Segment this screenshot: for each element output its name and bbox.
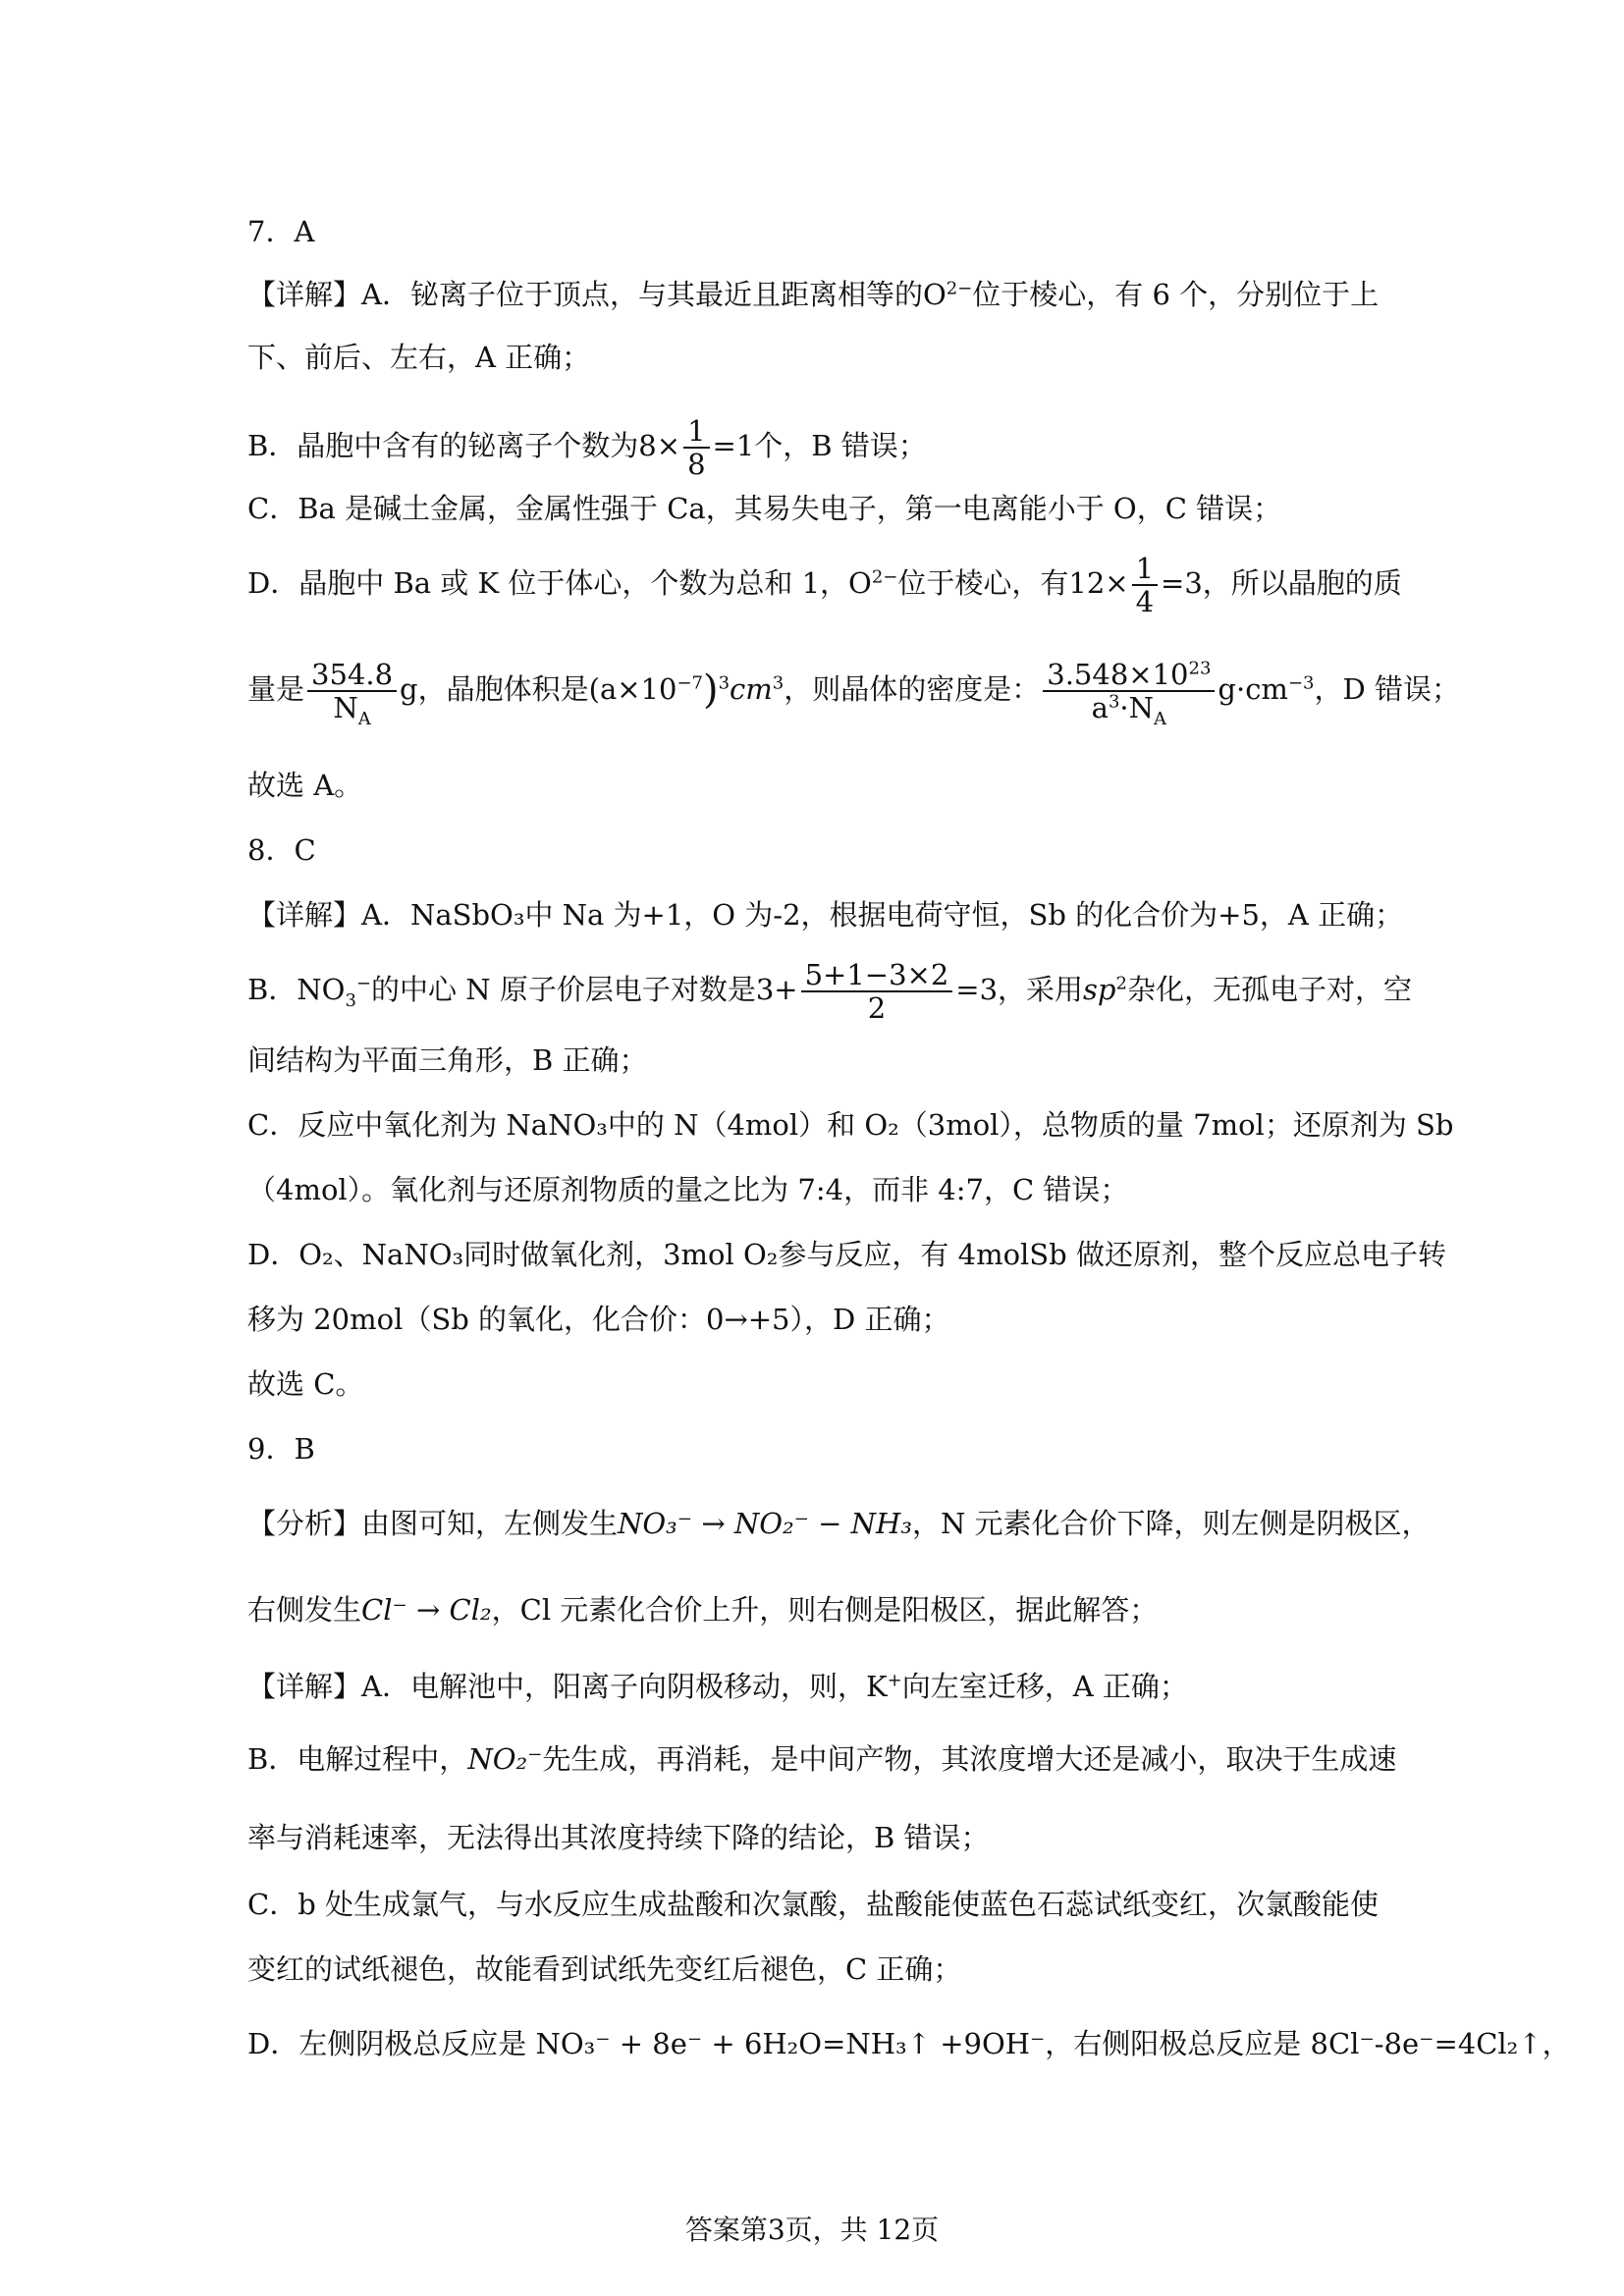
fraction xyxy=(1132,553,1158,617)
text: 位于棱心，有 6 个，分别位于上 xyxy=(972,278,1380,311)
q8-explanation-a: 【详解】A．NaSbO₃中 Na 为+1，O 为-2，根据电荷守恒，Sb 的化合价为+5，A 正确； xyxy=(247,898,1404,932)
fraction-density xyxy=(1043,658,1215,729)
text: 杂化，无孤电子对，空 xyxy=(1126,973,1412,1006)
text: 位于棱心，有12× xyxy=(897,566,1129,600)
superscript: 2− xyxy=(946,278,973,299)
text: N xyxy=(333,691,358,724)
text: sp xyxy=(1083,973,1116,1006)
denominator xyxy=(1043,691,1215,729)
superscript: 2− xyxy=(871,566,898,588)
q8-explanation-c-cont: （4mol）。氧化剂与还原剂物质的量之比为 7:4，而非 4:7，C 错误； xyxy=(247,1173,1129,1206)
text: ，Cl 元素化合价上升，则右侧是阳极区，据此解答； xyxy=(491,1593,1159,1627)
q8-explanation-b xyxy=(247,954,1412,1029)
numerator: 5+1−3×2 xyxy=(801,959,953,992)
fraction xyxy=(801,959,953,1024)
question-9-answer: 9．B xyxy=(247,1432,315,1466)
text: ) xyxy=(702,667,719,713)
text: 先生成，再消耗，是中间产物，其浓度增大还是减小，取决于生成速 xyxy=(542,1742,1397,1776)
q7-conclusion: 故选 A。 xyxy=(247,769,363,802)
superscript: 3 xyxy=(1108,691,1120,713)
q7-explanation-b xyxy=(247,410,1386,485)
text: cm xyxy=(730,672,773,706)
text: g·cm xyxy=(1218,672,1288,706)
q7-explanation-a-cont: 下、前后、左右，A 正确； xyxy=(247,341,591,374)
subscript: A xyxy=(1154,708,1166,729)
q9-analysis-a xyxy=(247,1504,1431,1543)
superscript: 3 xyxy=(772,672,785,694)
chemical-formula: NO₂⁻ xyxy=(467,1742,543,1776)
q9-explanation-b xyxy=(247,1739,1397,1779)
q9-explanation-c: C．b 处生成氯气，与水反应生成盐酸和次氯酸，盐酸能使蓝色石蕊试纸变红，次氯酸能使 xyxy=(247,1888,1379,1921)
text: D．晶胞中 Ba 或 K 位于体心，个数为总和 1，O xyxy=(247,566,872,600)
text: 【分析】由图可知，左侧发生 xyxy=(247,1507,619,1540)
chemical-formula: Cl⁻ → Cl₂ xyxy=(361,1593,492,1627)
superscript: + xyxy=(887,1670,902,1691)
text: ·N xyxy=(1119,691,1154,724)
q8-explanation-c: C．反应中氧化剂为 NaNO₃中的 N（4mol）和 O₂（3mol），总物质的量 7mol；还原剂为 Sb xyxy=(247,1108,1454,1142)
text: =1个，B 错误； xyxy=(712,429,927,462)
superscript: −7 xyxy=(677,672,703,694)
subscript: A xyxy=(357,708,371,729)
chemical-formula: NO₃⁻ → NO₂⁻ − NH₃ xyxy=(618,1507,912,1540)
q7-explanation-c: C．Ba 是碱土金属，金属性强于 Ca，其易失电子，第一电离能小于 O，C 错误； xyxy=(247,492,1282,525)
page-footer: 答案第3页，共 12页 xyxy=(684,2214,940,2246)
question-8-answer: 8．C xyxy=(247,833,316,867)
denominator: 4 xyxy=(1135,585,1155,618)
q9-explanation-b-cont: 率与消耗速率，无法得出其浓度持续下降的结论，B 错误； xyxy=(247,1821,990,1854)
text: 向左室迁移，A 正确； xyxy=(901,1670,1188,1703)
q9-explanation-a xyxy=(247,1667,1386,1706)
superscript: 23 xyxy=(1188,658,1212,679)
question-7-answer: 7．A xyxy=(247,215,315,248)
text: 量是 xyxy=(247,672,305,706)
denominator: 2 xyxy=(867,991,887,1025)
text: 的中心 N 原子价层电子对数是3+ xyxy=(371,973,798,1006)
text: 【详解】A．电解池中，阳离子向阴极移动，则，K xyxy=(247,1670,888,1703)
text: g，晶胞体积是 xyxy=(400,672,589,706)
numerator: 1 xyxy=(683,415,709,449)
text: 右侧发生 xyxy=(247,1593,362,1627)
subscript: 3 xyxy=(345,989,356,1011)
text: ，则晶体的密度是： xyxy=(784,672,1041,706)
q9-explanation-c-cont: 变红的试纸褪色，故能看到试纸先变红后褪色，C 正确； xyxy=(247,1952,962,1986)
text: B．NO xyxy=(247,973,346,1006)
text: a xyxy=(1091,691,1109,724)
text: ，N 元素化合价下降，则左侧是阴极区， xyxy=(911,1507,1431,1540)
denominator xyxy=(307,691,397,729)
q8-explanation-d: D．O₂、NaNO₃同时做氧化剂，3mol O₂参与反应，有 4molSb 做还原剂，整个反应总电子转 xyxy=(247,1238,1446,1271)
superscript: − xyxy=(355,973,372,994)
q7-explanation-d-cont xyxy=(247,650,1460,732)
text: (a×10 xyxy=(588,672,677,706)
fraction-mass xyxy=(307,658,397,729)
q7-explanation-d xyxy=(247,548,1402,622)
q9-analysis-b xyxy=(247,1590,1386,1629)
superscript: 3 xyxy=(718,672,731,694)
text: 【详解】A．铋离子位于顶点，与其最近且距离相等的O xyxy=(247,278,947,311)
denominator: 8 xyxy=(687,448,706,481)
q8-explanation-d-cont: 移为 20mol（Sb 的氧化，化合价：0→+5），D 正确； xyxy=(247,1303,950,1336)
superscript: −3 xyxy=(1287,672,1315,694)
text: =3，所以晶胞的质 xyxy=(1161,566,1402,600)
q8-explanation-b-cont: 间结构为平面三角形，B 正确； xyxy=(247,1043,648,1077)
text: ，D 错误； xyxy=(1314,672,1460,706)
text: =3，采用 xyxy=(955,973,1084,1006)
numerator: 1 xyxy=(1132,553,1158,586)
superscript: 2 xyxy=(1115,973,1127,994)
text: B．电解过程中， xyxy=(247,1742,468,1776)
text: 3.548×10 xyxy=(1047,658,1189,691)
numerator xyxy=(1043,659,1215,692)
numerator: 354.8 xyxy=(307,659,397,692)
q9-explanation-d: D．左侧阴极总反应是 NO₃⁻ + 8e⁻ + 6H₂O=NH₃↑ +9OH⁻，右侧阳极总反应是 8Cl⁻-8e⁻=4Cl₂↑， xyxy=(247,2027,1571,2060)
q8-conclusion: 故选 C。 xyxy=(247,1367,364,1401)
q7-explanation-a xyxy=(247,275,1386,314)
text: B．晶胞中含有的铋离子个数为8× xyxy=(247,429,681,462)
fraction xyxy=(683,415,709,480)
